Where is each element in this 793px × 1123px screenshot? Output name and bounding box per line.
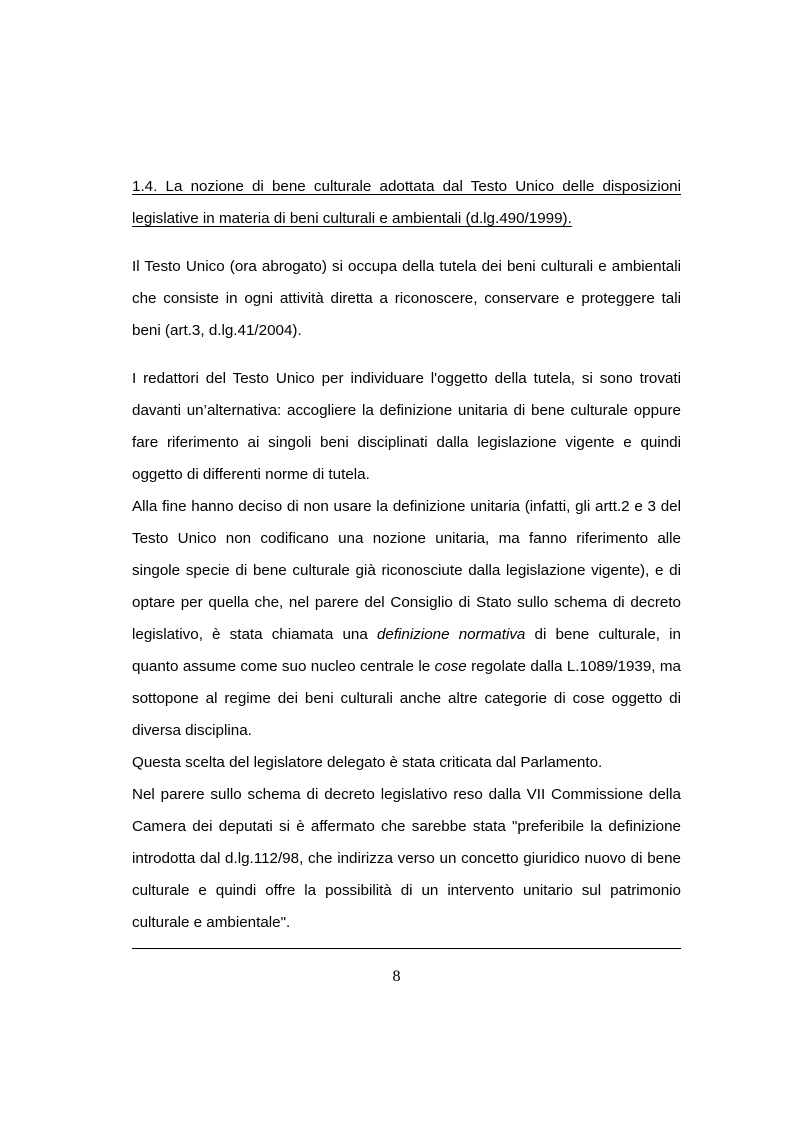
paragraph-3-text-c: regolate dalla L.1089/1939, ma sottopone al regime dei beni culturali anche altre categorie di cose oggetto di diversa disciplina. <box>132 658 681 739</box>
paragraph-3 <box>132 491 681 747</box>
page-body <box>132 171 681 939</box>
paragraph-1: Il Testo Unico (ora abrogato) si occupa della tutela dei beni culturali e ambientali che consiste in ogni attività diretta a riconoscere, conservare e proteggere tali beni (art.3, d.lg.41/2004). <box>132 258 681 339</box>
paragraph-3-text-a: Alla fine hanno deciso di non usare la definizione unitaria (infatti, gli artt.2 e 3 del Testo Unico non codificano una nozione unitaria, ma fanno riferimento alle singole specie di bene culturale già riconosciute dalla legislazione vigente), e di optare per quella che, nel parere del Consiglio di Stato sullo schema di decreto legislativo, è stata chiamata una <box>132 498 681 643</box>
page-number: 8 <box>392 968 401 985</box>
footer-divider <box>132 948 681 949</box>
paragraph-5: Nel parere sullo schema di decreto legislativo reso dalla VII Commissione della Camera dei deputati si è affermato che sarebbe stata "preferibile la definizione introdotta dal d.lg.112/98, che indirizza verso un concetto giuridico nuovo di bene culturale e quindi offre la possibilità di un intervento unitario sul patrimonio culturale e ambientale". <box>132 786 681 931</box>
paragraph-3-text-b: di bene culturale, in quanto assume come suo nucleo centrale le <box>132 626 681 675</box>
paragraph-4: Questa scelta del legislatore delegato è stata criticata dal Parlamento. <box>132 754 603 771</box>
emphasis-definizione-normativa: definizione normativa <box>376 626 526 643</box>
paragraph-2: I redattori del Testo Unico per individuare l'oggetto della tutela, si sono trovati davanti un’alternativa: accogliere la definizione unitaria di bene culturale oppure fare riferimento ai singoli beni disciplinati dalla legislazione vigente e quindi oggetto di differenti norme di tutela. <box>132 370 681 483</box>
emphasis-cose: cose <box>434 658 467 675</box>
section-heading: 1.4. La nozione di bene culturale adottata dal Testo Unico delle disposizioni legislative in materia di beni culturali e ambientali (d.lg.490/1999). <box>132 178 681 227</box>
